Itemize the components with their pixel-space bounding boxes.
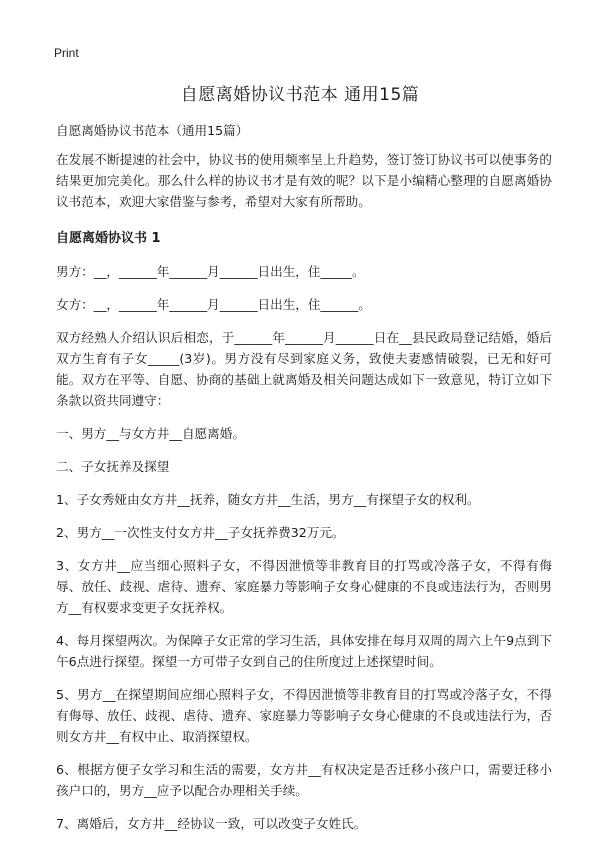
clause-2-item-6: 6、根据方便子女学习和生活的需要，女方井__有权决定是否迁移小孩户口，需要迁移小孩户口的，男方__应予以配合办理相关手续。 — [56, 762, 552, 798]
wife-info: 女方：__，______年______月______日出生，住______。 — [56, 297, 371, 312]
document-body — [56, 120, 552, 846]
clause-2-item-4: 4、每月探望两次。为保障子女正常的学习生活，具体安排在每月双周的周六上午9点到下午6点进行探望。探望一方可带子女到自己的住所度过上述探望时间。 — [56, 633, 552, 669]
clause-1: 一、男方__与女方井__自愿离婚。 — [56, 426, 245, 441]
clause-2-item-1: 1、子女秀娅由女方井__抚养，随女方井__生活，男方__有探望子女的权利。 — [56, 492, 480, 507]
clause-2-heading: 二、子女抚养及探望 — [56, 459, 170, 474]
section-heading: 自愿离婚协议书 1 — [56, 231, 161, 246]
print-link[interactable]: Print — [54, 46, 79, 60]
intro-paragraph: 在发展不断提速的社会中，协议书的使用频率呈上升趋势，签订签订协议书可以使事务的结果更加完美化。那么什么样的协议书才是有效的呢？以下是小编精心整理的自愿离婚协议书范本，欢迎大家借鉴与参考，希望对大家有所帮助。 — [56, 152, 552, 209]
clause-2-item-3: 3、女方井__应当细心照料子女，不得因泄愤等非教育目的打骂或冷落子女，不得有侮辱、放任、歧视、虐待、遗弃、家庭暴力等影响子女身心健康的不良或违法行为，否则男方__有权要求变更子女抚养权。 — [56, 558, 552, 615]
document-subtitle: 自愿离婚协议书范本（通用15篇） — [56, 123, 249, 138]
background-paragraph: 双方经熟人介绍认识后相恋，于______年______月______日在__县民政局登记结婚，婚后双方生育有子女_____(3岁)。男方没有尽到家庭义务，致使夫妻感情破裂，已无和好可能。双方在平等、自愿、协商的基础上就离婚及相关问题达成如下一致意见，特订立如下条款以资共同遵守： — [56, 330, 552, 408]
husband-info: 男方：__，______年______月______日出生，住_____。 — [56, 264, 365, 279]
page-title: 自愿离婚协议书范本 通用15篇 — [180, 85, 420, 105]
clause-2-item-5: 5、男方__在探望期间应细心照料子女，不得因泄愤等非教育目的打骂或冷落子女，不得有侮辱、放任、歧视、虐待、遗弃、家庭暴力等影响子女身心健康的不良或违法行为，否则女方井__有权中止、取消探望权。 — [56, 687, 552, 744]
clause-2-item-7: 7、离婚后，女方井__经协议一致，可以改变子女姓氏。 — [56, 816, 367, 831]
clause-2-item-2: 2、男方__一次性支付女方井__子女抚养费32万元。 — [56, 525, 345, 540]
